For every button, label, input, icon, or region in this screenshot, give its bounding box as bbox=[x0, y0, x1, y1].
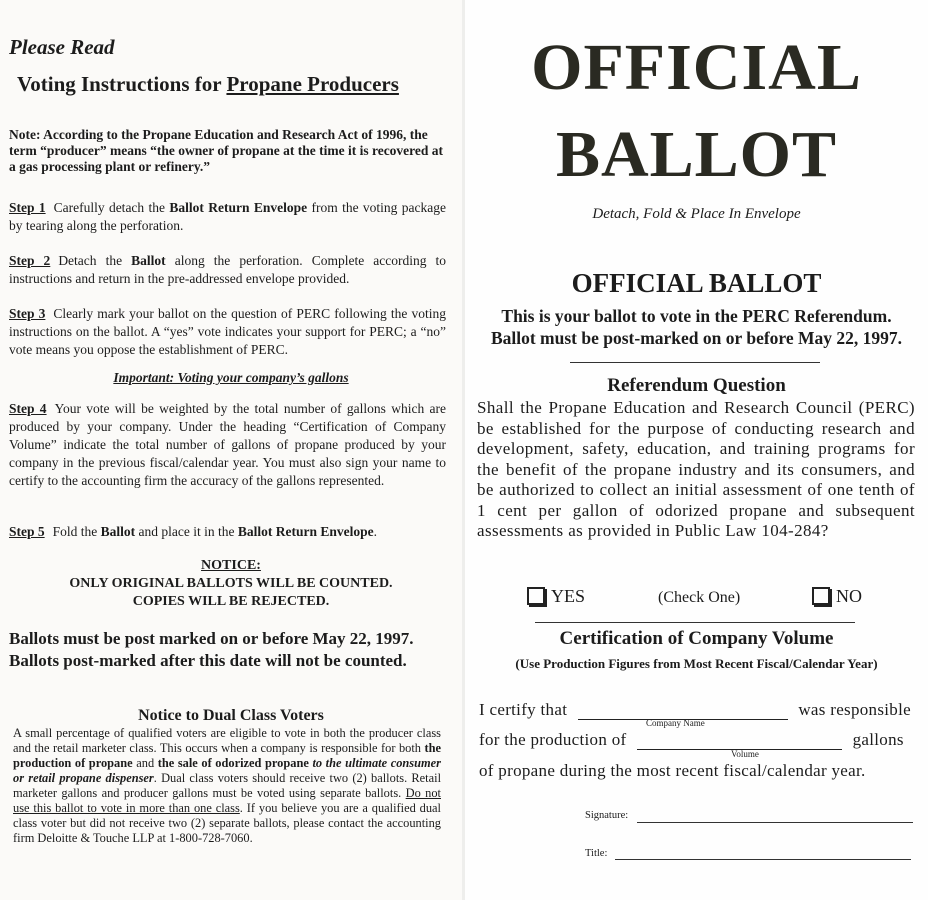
step-label: Step 2 bbox=[9, 253, 51, 268]
dual-text: and bbox=[136, 756, 155, 770]
check-one-hint: (Check One) bbox=[658, 589, 741, 606]
title-field[interactable] bbox=[615, 859, 911, 860]
divider bbox=[570, 362, 820, 363]
step-5 bbox=[9, 523, 446, 541]
certify-line-2 bbox=[479, 730, 904, 750]
postmark-line-1: Ballots must be post marked on or before May 22, 1997. bbox=[9, 629, 414, 648]
volume-caption: Volume bbox=[731, 749, 759, 759]
no-checkbox[interactable] bbox=[812, 587, 830, 605]
dual-bold-text: the production of propane bbox=[13, 741, 441, 770]
important-subheading: Important: Voting your company’s gallons bbox=[113, 370, 349, 385]
official-ballot-subtitle bbox=[465, 305, 928, 349]
detach-instruction: Detach, Fold & Place In Envelope bbox=[592, 206, 801, 222]
please-read-heading: Please Read bbox=[9, 35, 115, 59]
postmark-line-2: Ballots post-marked after this date will not be counted. bbox=[9, 651, 407, 670]
notice-line-1: ONLY ORIGINAL BALLOTS WILL BE COUNTED. bbox=[69, 576, 393, 591]
certification-heading: Certification of Company Volume bbox=[559, 628, 834, 649]
dual-underlined-text: Do not use this ballot to vote in more than one class bbox=[13, 786, 441, 815]
step-text: Clearly mark your ballot on the question of PERC following the voting instructions on the ballot. A “yes” vote indicates your support for PERC; a “no” vote means you oppose the establishment of PERC. bbox=[9, 306, 446, 357]
referendum-question-heading: Referendum Question bbox=[607, 375, 786, 396]
step-label: Step 5 bbox=[9, 524, 45, 539]
step-text: and place it in the bbox=[138, 524, 235, 539]
no-label: NO bbox=[836, 586, 862, 606]
yes-checkbox[interactable] bbox=[527, 587, 545, 605]
certify-text: for the production of bbox=[479, 730, 627, 749]
certify-line-1 bbox=[479, 700, 911, 720]
ballot-line-1: This is your ballot to vote in the PERC Referendum. bbox=[501, 306, 892, 326]
step-bold-text: Ballot Return Envelope bbox=[169, 200, 308, 215]
step-bold-text: Ballot bbox=[100, 524, 136, 539]
signature-field[interactable] bbox=[637, 822, 913, 823]
step-4 bbox=[9, 400, 446, 490]
step-text: Fold the bbox=[52, 524, 98, 539]
certification-subheading: (Use Production Figures from Most Recent Fiscal/Calendar Year) bbox=[515, 656, 878, 671]
volume-field[interactable] bbox=[637, 735, 842, 750]
dual-text: . If you believe you are a qualified dual class voter but did not receive two (2) separate ballots, please contact the accounting firm Deloitte & Touche LLP at 1-800-728-7060. bbox=[13, 801, 441, 845]
certify-text: was responsible bbox=[798, 700, 911, 719]
official-ballot-title: OFFICIAL BALLOT bbox=[571, 268, 822, 298]
dual-text: A small percentage of qualified voters are eligible to vote in both the producer class and the retail marketer class. This occurs when a company is responsible for both bbox=[13, 726, 441, 755]
vote-choices bbox=[465, 586, 928, 612]
company-name-caption: Company Name bbox=[646, 718, 705, 728]
postmark-deadline bbox=[9, 628, 414, 672]
step-label: Step 3 bbox=[9, 306, 46, 321]
dual-class-heading: Notice to Dual Class Voters bbox=[138, 707, 324, 724]
dual-bold-italic-text: to the ultimate consumer or retail propane dispenser bbox=[13, 756, 441, 785]
certify-text: gallons bbox=[852, 730, 904, 749]
step-2 bbox=[9, 252, 446, 288]
step-3 bbox=[9, 305, 446, 359]
instructions-title-prefix: Voting Instructions for bbox=[17, 72, 222, 96]
title-label: Title: bbox=[585, 848, 608, 859]
yes-label: YES bbox=[551, 586, 586, 606]
instructions-title-underlined: Propane Producers bbox=[226, 72, 399, 96]
step-text: Carefully detach the bbox=[53, 200, 166, 215]
ballot-heading: BALLOT bbox=[555, 118, 838, 191]
ballot-line-2: Ballot must be post-marked on or before May 22, 1997. bbox=[490, 328, 903, 348]
step-text: . bbox=[373, 524, 378, 539]
divider bbox=[535, 622, 855, 623]
official-heading: OFFICIAL bbox=[531, 31, 862, 104]
step-text: from the voting package by tearing along the perforation. bbox=[9, 200, 446, 233]
dual-class-paragraph bbox=[13, 726, 441, 846]
referendum-question-text: Shall the Propane Education and Research Council (PERC) be established for the purpose of conducting research and development, safety, education, and training programs for the benefit of the propane industry and its consumers, and be authorized to collect an initial assessment of one tenth of 1 cent per gallon of odorized propane and subsequent assessments as provided in Public Law 104-284? bbox=[477, 398, 915, 540]
yes-option[interactable] bbox=[527, 586, 585, 607]
step-text: along the perforation. Complete according to instructions and return in the pre-addressed envelope provided. bbox=[9, 253, 447, 286]
step-label: Step 4 bbox=[9, 401, 47, 416]
no-option[interactable] bbox=[812, 586, 862, 607]
dual-text: . Dual class voters should receive two (2) ballots. Retail marketer gallons and producer gallons must be voted using separate ballots. bbox=[13, 771, 442, 800]
step-label: Step 1 bbox=[9, 200, 46, 215]
notice-line-2: COPIES WILL BE REJECTED. bbox=[132, 594, 330, 609]
step-1 bbox=[9, 199, 446, 235]
producer-definition-note: Note: According to the Propane Education and Research Act of 1996, the term “producer” means “the owner of propane at the time it is recovered at a gas processing plant or refinery.” bbox=[9, 127, 444, 174]
step-text: Your vote will be weighted by the total number of gallons which are produced by your company. Under the heading “Certification of Company Volume” indicate the total number of gallons of propane produced by your company in the previous fiscal/calendar year. You must also sign your name to certify to the accounting firm the accuracy of the gallons represented. bbox=[9, 401, 446, 488]
notice-heading: NOTICE: bbox=[201, 558, 261, 573]
step-bold-text: Ballot Return Envelope bbox=[237, 524, 374, 539]
signature-label: Signature: bbox=[585, 810, 629, 821]
dual-bold-text: the sale of odorized propane bbox=[157, 756, 309, 770]
step-bold-text: Ballot bbox=[131, 253, 166, 268]
certify-text: I certify that bbox=[479, 700, 568, 719]
certify-line-3: of propane during the most recent fiscal/calendar year. bbox=[479, 761, 866, 780]
step-text: Detach the bbox=[58, 253, 123, 268]
instructions-title bbox=[17, 72, 399, 97]
